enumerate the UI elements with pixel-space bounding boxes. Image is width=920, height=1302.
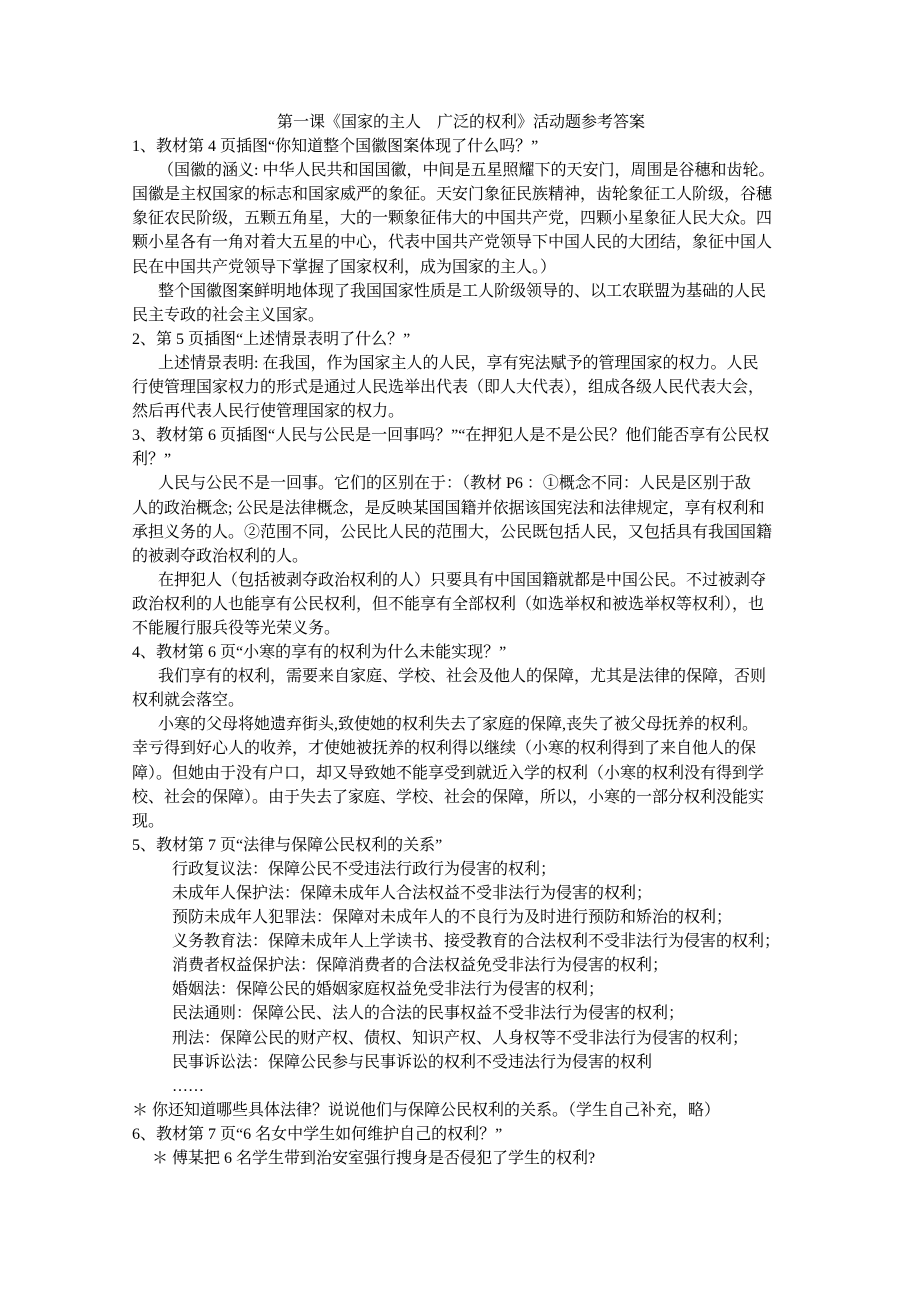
text-line: 行使管理国家权力的形式是通过人民选举出代表（即人大代表），组成各级人民代表大会， xyxy=(132,379,765,397)
text-line: 民主专政的社会主义国家。 xyxy=(132,306,325,324)
text-line: 国徽是主权国家的标志和国家威严的象征。天安门象征民族精神，齿轮象征工人阶级，谷穗 xyxy=(132,186,773,204)
text-line: 我们享有的权利，需要来自家庭、学校、社会及他人的保障，尤其是法律的保障，否则 xyxy=(158,668,767,686)
text-line: （国徽的涵义: 中华人民共和国国徽，中间是五星照耀下的天安门，周围是谷穗和齿轮。 xyxy=(158,162,775,180)
text-line: 障）。但她由于没有户口，却又导致她不能享受到就近入学的权利（小寒的权利没有得到学 xyxy=(132,764,765,782)
text-line: 不能履行服兵役等光荣义务。 xyxy=(132,619,341,637)
text-line: 小寒的父母将她遗弃街头,致使她的权利失去了家庭的保障,丧失了被父母抚养的权利。 xyxy=(158,716,759,734)
document-title: 第一课《国家的主人 广泛的权利》活动题参考答案 xyxy=(276,114,645,131)
text-line: 校、社会的保障）。由于失去了家庭、学校、社会的保障，所以，小寒的一部分权利没能实 xyxy=(132,788,765,806)
text-line: 6、教材第 7 页“6 名女中学生如何维护自己的权利？” xyxy=(132,1125,503,1143)
text-line: 上述情景表明: 在我国，作为国家主人的人民，享有宪法赋予的管理国家的权力。人民 xyxy=(158,354,759,372)
text-line: 2、第 5 页插图“上述情景表明了什么？” xyxy=(132,330,411,348)
text-line: 承担义务的人。②范围不同，公民比人民的范围大，公民既包括人民，又包括具有我国国籍 xyxy=(132,523,773,541)
text-line: 颗小星各有一角对着大五星的中心，代表中国共产党领导下中国人民的大团结，象征中国人 xyxy=(132,234,773,252)
text-line: 在押犯人（包括被剥夺政治权利的人）只要具有中国国籍就都是中国公民。不过被剥夺 xyxy=(158,571,767,589)
text-line: 现。 xyxy=(132,812,165,830)
text-line: 婚姻法：保障公民的婚姻家庭权益免受非法行为侵害的权利； xyxy=(172,981,605,999)
text-line: 预防未成年人犯罪法：保障对未成年人的不良行为及时进行预防和矫治的权利； xyxy=(172,909,733,927)
text-line: 1、教材第 4 页插图“你知道整个国徽图案体现了什么吗？” xyxy=(132,138,539,156)
text-line: 权利就会落空。 xyxy=(132,692,245,710)
text-line: 消费者权益保护法：保障消费者的合法权益免受非法行为侵害的权利； xyxy=(172,957,669,975)
document-lines xyxy=(132,111,790,1171)
text-line: 整个国徽图案鲜明地体现了我国国家性质是工人阶级领导的、以工农联盟为基础的人民 xyxy=(158,282,767,300)
text-line: 未成年人保护法：保障未成年人合法权益不受非法行为侵害的权利； xyxy=(172,885,653,902)
text-line: 刑法：保障公民的财产权、债权、知识产权、人身权等不受非法行为侵害的权利； xyxy=(172,1029,749,1047)
text-line: ＊ 你还知道哪些具体法律？说说他们与保障公民权利的关系。（学生自己补充，略） xyxy=(132,1101,721,1119)
text-line: 民在中国共产党领导下掌握了国家权利，成为国家的主人。） xyxy=(132,258,557,276)
text-line: 5、教材第 7 页“法律与保障公民权利的关系” xyxy=(132,836,443,854)
text-line: 民法通则：保障公民、法人的合法的民事权益不受非法行为侵害的权利； xyxy=(172,1005,685,1023)
text-line: 3、教材第 6 页插图“人民与公民是一回事吗？”“在押犯人是不是公民？他们能否享有公民权 xyxy=(132,427,770,445)
text-line: 行政复议法：保障公民不受违法行政行为侵害的权利； xyxy=(172,860,557,878)
text-line: 4、教材第 6 页“小寒的享有的权利为什么未能实现？” xyxy=(132,644,507,662)
text-line: 象征农民阶级，五颗五角星，大的一颗象征伟大的中国共产党，四颗小星象征人民大众。四 xyxy=(132,210,773,228)
text-line: 的被剥夺政治权利的人。 xyxy=(132,547,309,565)
text-line: 幸亏得到好心人的收养，才使她被抚养的权利得以继续（小寒的权利得到了来自他人的保 xyxy=(132,740,757,758)
text-line: 政治权利的人也能享有公民权利，但不能享有全部权利（如选举权和被选举权等权利），也 xyxy=(132,595,765,613)
text-line: 然后再代表人民行使管理国家的权力。 xyxy=(132,403,405,421)
text-line: 人的政治概念; 公民是法律概念，是反映某国国籍并依据该国宪法和法律规定，享有权利和 xyxy=(132,499,765,517)
text-line: 人民与公民不是一回事。它们的区别在于：（教材 P6 ：①概念不同：人民是区别于敌 xyxy=(158,475,751,493)
text-line: ＊ 傅某把 6 名学生带到治安室强行搜身是否侵犯了学生的权利? xyxy=(152,1150,596,1168)
text-line: 民事诉讼法：保障公民参与民事诉讼的权利不受违法行为侵害的权利 xyxy=(172,1053,653,1071)
text-line: …… xyxy=(172,1077,204,1095)
text-line: 利？” xyxy=(132,451,172,469)
text-line: 义务教育法：保障未成年人上学读书、接受教育的合法权利不受非法行为侵害的权利； xyxy=(172,933,781,951)
